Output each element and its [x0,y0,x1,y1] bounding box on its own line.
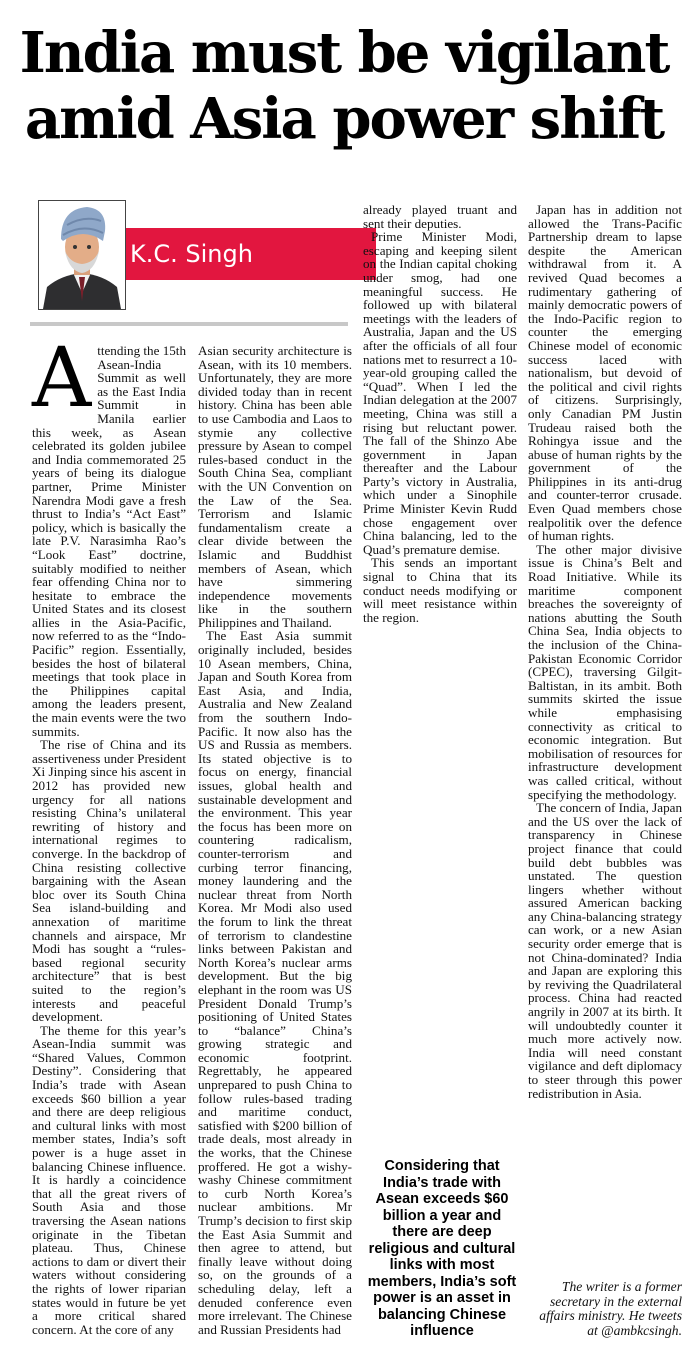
article-column-2 [198,344,352,1336]
article-paragraph-4-continued: already played truant and sent their deputies. [363,202,517,231]
byline [30,200,348,310]
byline-divider [30,322,348,326]
article-paragraph-1 [32,331,186,739]
article-paragraph-4: The East Asia summit originally included, besides 10 Asean members, China, Japan and South Korea from East Asia, and India, Australia and New Zealand from the southern Indo-Pacific. It now also has the US and Russia as members. Its stated objective is to focus on energy, financial issues, global health and sustainable development and the environment. This year the focus has been more on countering radicalism, counter-terrorism and curbing terror financing, money laundering and the nuclear threat from North Korea. Mr Modi also used the forum to link the threat of terrorism to clandestine links between Pakistan and North Korea’s nuclear arms development. But the big elephant in the room was US President Donald Trump’s positioning of United States to “balance” China’s growing strategic and economic footprint. Regrettably, he appeared unprepared to push China to follow rules-based trading and maritime conduct, satisfied with $200 billion of trade deals, most already in the works, that the Chinese proffered. He got a wishy-washy Chinese commitment to curb North Korea’s nuclear ambitions. Mr Trump’s decision to first skip the East Asia Summit and then agree to attend, but finally leave without doing so, on the grounds of a scheduling delay, left a denuded conference even more irrelevant. The Chinese and Russian Presidents had [198,628,352,1337]
drop-cap: A [32,331,92,426]
article-paragraph-1-text: ttending the 15th Asean-India Summit as well as the East India Summit in Manila earlier this week, as Asean celebrated its golden jubilee and India commemorated 25 years of being its dialogue partner, Prime Minister Narendra Modi gave a fresh thrust to India’s “Act East” policy, which is basically the late P.V. Narasimha Rao’s “Look East” doctrine, suitably modified to neither fear offending China nor to hesitate to embrace the United States and its closest allies in the Asia-Pacific, now referred to as the “Indo-Pacific” region. Essentially, besides the host of bilateral meetings that took place in the Philippines capital among the leaders present, the main events were the two summits. [32,343,186,739]
article-paragraph-2: The rise of China and its assertiveness under President Xi Jinping since his ascent in 2012 has provided new urgency for all nations resisting China’s unilateral rewriting of history and international regimes to converge. In the backdrop of China resisting collective bargaining with the Asean bloc over its South China Sea island-building and annexation of maritime channels and airspace, Mr Modi has sought a “rules-based regional security architecture” that is best suited to the region’s interests and peaceful development. [32,737,186,1025]
article-paragraph-3: The theme for this year’s Asean-India summit was “Shared Values, Common Destiny”. Considering that India’s trade with Asean exceeds $60 billion a year and there are deep religious and cultural links with most member states, India’s soft power is a huge asset in balancing Chinese influence. It is hardly a coincidence that all the great rivers of South Asia and those traversing the Asean nations originate in the Tibetan plateau. Thus, Chinese actions to dam or divert their waters without considering the rights of lower riparian states would in future be yet a more critical shared concern. At the core of any [32,1022,186,1337]
author-photo [38,200,126,310]
author-name: K.C. Singh [130,240,253,268]
article-paragraph-6: This sends an important signal to China that its conduct needs modifying or will meet resistance within the region. [363,555,517,625]
author-footnote: The writer is a former secretary in the external affairs ministry. He tweets at @ambkcsingh. [539,1279,682,1338]
article-column-1 [32,331,186,1337]
article-paragraph-5: Prime Minister Modi, escaping and keeping silent on the Indian capital choking under smog, had one meaningful success. He followed up with bilateral meetings with the leaders of Australia, Japan and the US after the officials of all four nations met to resurrect a 10-year-old grouping called the “Quad”. When I led the Indian delegation at the 2007 meeting, China was still a rising but reluctant power. The fall of the Shinzo Abe government in Japan thereafter and the Labour Party’s victory in Australia, which under a Sinophile Prime Minister Kevin Rudd chose engagement over China balancing, led to the Quad’s premature demise. [363,229,517,557]
headline-line-2: amid Asia power shift [24,86,664,152]
headline [4,20,684,152]
article-paragraph-9: The concern of India, Japan and the US over the lack of transparency in Chinese project finance that could build debt bubbles was unstated. The question lingers whether without assured American backing any China-balancing strategy can work, or a new Asian security order emerge that is not China-dominated? India and Japan are exploring this by reviving the Quadrilateral process. China had reacted angrily in 2007 at its birth. It will undoubtedly counter it much more actively now. India will need constant vigilance and deft diplomacy to steer through this power redistribution in Asia. [528,800,682,1101]
article-paragraph-8: The other major divisive issue is China’s Belt and Road Initiative. While its maritime component breaches the sovereignty of nations abutting the South China Sea, India objects to the inclusion of the China-Pakistan Economic Corridor (CPEC), traversing Gilgit-Baltistan, in its ambit. Both summits skirted the issue while emphasising connectivity as critical to economic integration. But mobilisation of resources for infrastructure development was called critical, without specifying the methodology. [528,541,682,802]
article-paragraph-7: Japan has in addition not allowed the Trans-Pacific Partnership dream to lapse despite the American withdrawal from it. A revived Quad becomes a rudimentary gathering of mainly democratic powers of the Indo-Pacific region to counter the emerging Chinese model of economic success laced with nationalism, but devoid of the political and civil rights of citizens. Surprisingly, only Canadian PM Justin Trudeau raised both the Rohingya issue and the abuse of human rights by the government of the Philippines in its anti-drug and counter-terror crusade. Even Quad members chose realpolitik over the defence of human rights. [528,202,682,544]
author-portrait-illustration [39,201,125,309]
headline-line-1: India must be vigilant [19,20,669,86]
article-paragraph-3-continued: Asian security architecture is Asean, with its 10 members. Unfortunately, they are more divided today than in recent history. China has been able to use Cambodia and Laos to stymie any collective pressure by Asean to compel rules-based conduct in the South China Sea, compliant with the UN Convention on the Law of the Sea. Terrorism and Islamic fundamentalism create a clear divide between the Islamic and Buddhist members of Asean, which have simmering independence movements like in the southern Philippines and Thailand. [198,343,352,630]
pull-quote: Considering that India’s trade with Asean exceeds $60 billion a year and there are deep religious and cultural links with most members, India’s soft power is an asset in balancing Chinese influence [367,1158,517,1339]
article-column-3 [363,203,517,624]
article-column-4 [528,203,682,1100]
